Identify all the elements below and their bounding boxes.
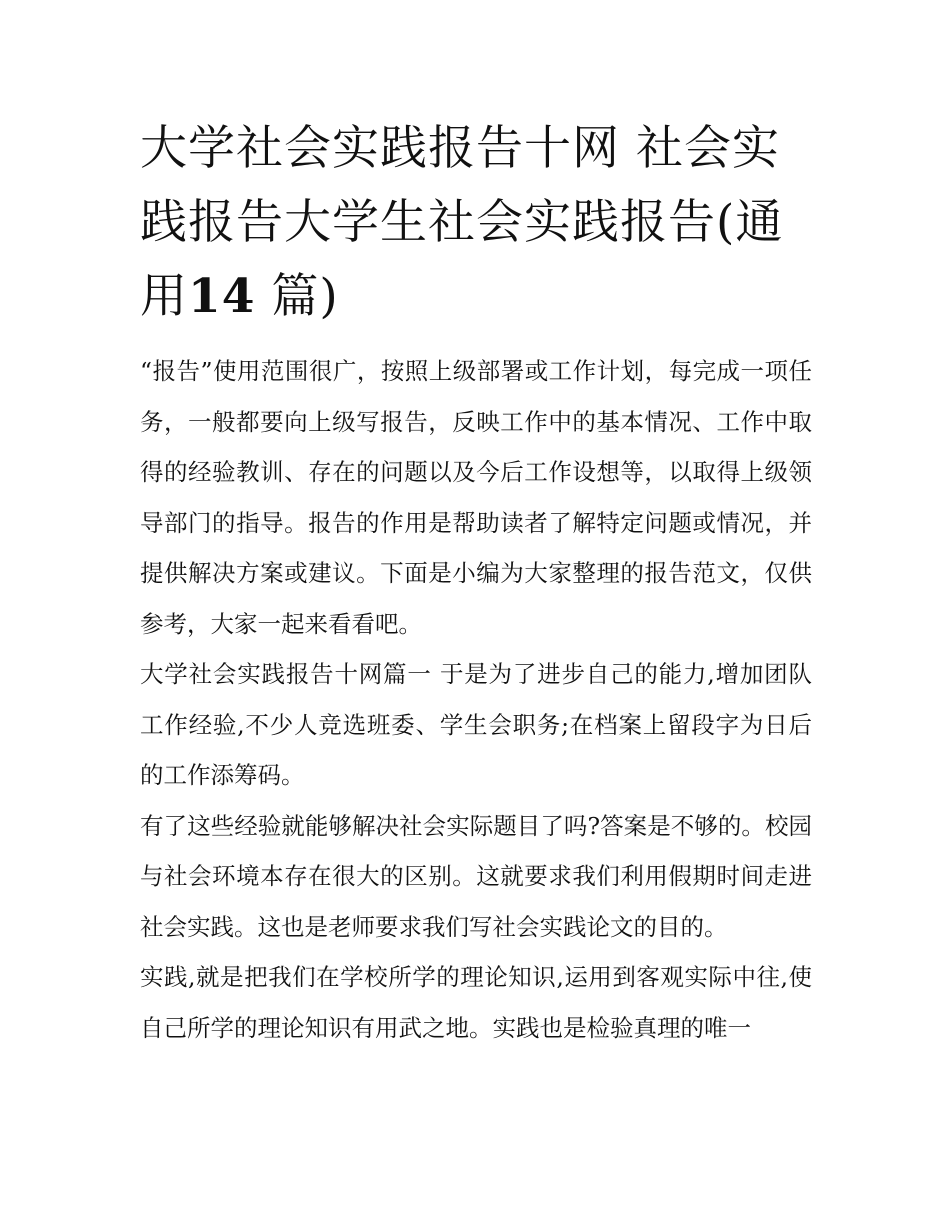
document-title (140, 112, 812, 334)
document-page (140, 112, 812, 1053)
title-suffix: 篇) (271, 269, 339, 324)
paragraph-experience: 有了这些经验就能够解决社会实际题目了吗?答案是不够的。校园与社会环境本存在很大的区别。这就要求我们利用假期时间走进社会实践。这也是老师要求我们写社会实践论文的目的。 (140, 811, 812, 941)
paragraph-section-one: 大学社会实践报告十网篇一 于是为了进步自己的能力,增加团队工作经验,不少人竞选班委、学生会职务;在档案上留段字为日后的工作添筹码。 (140, 660, 812, 789)
paragraph-practice: 实践,就是把我们在学校所学的理论知识,运用到客观实际中往,使自己所学的理论知识有用武之地。实践也是检验真理的唯一 (140, 963, 812, 1042)
title-number: 14 (188, 269, 256, 324)
title-text: 大学社会实践报告十网 社会实践报告大学生社会实践报告(通用 (140, 121, 784, 324)
paragraph-intro: “报告”使用范围很广，按照上级部署或工作计划，每完成一项任务，一般都要向上级写报告，反映工作中的基本情况、工作中取得的经验教训、存在的问题以及今后工作设想等，以取得上级领导部门的指导。报告的作用是帮助读者了解特定问题或情况，并提供解决方案或建议。下面是小编为大家整理的报告范文，仅供参考，大家一起来看看吧。 (140, 357, 812, 638)
